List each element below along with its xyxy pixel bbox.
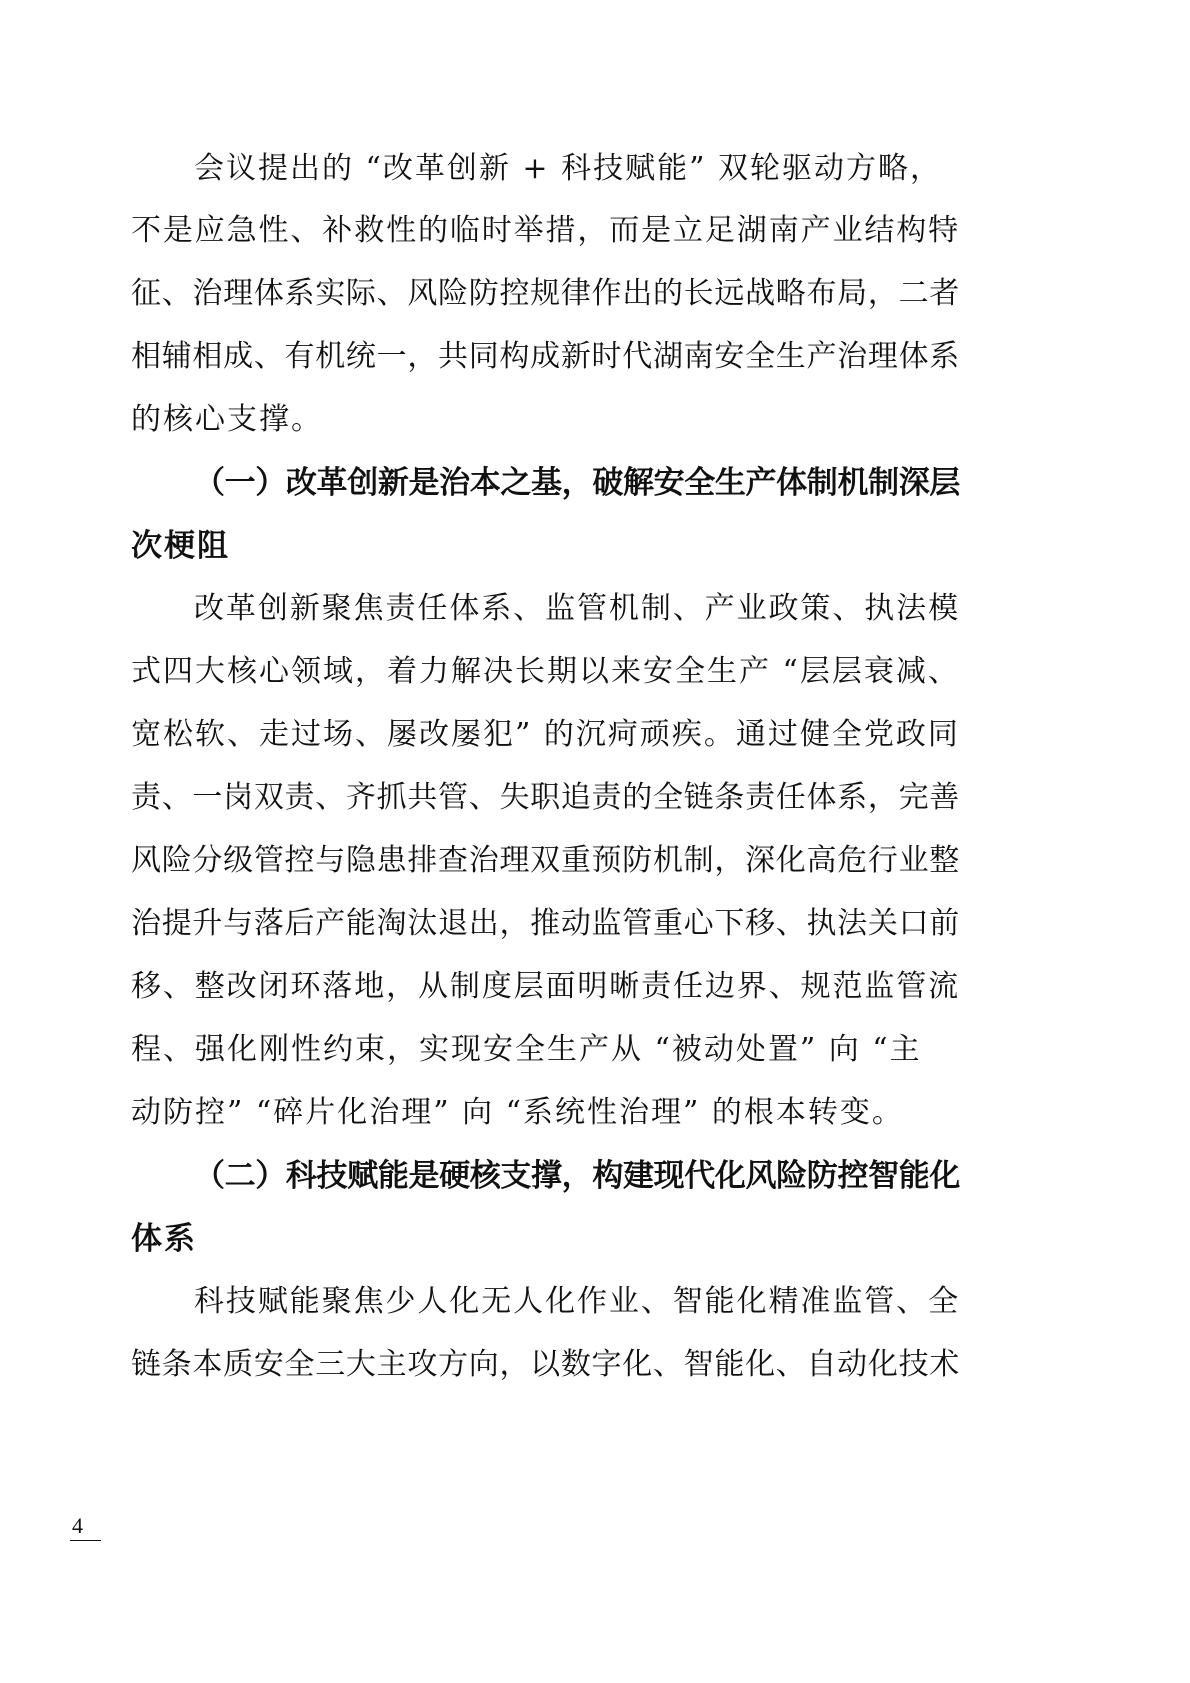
paragraph-3-line-2: 链条本质安全三大主攻方向，以数字化、智能化、自动化技术 xyxy=(131,1347,960,1382)
paragraph-3-line-1: 科技赋能聚焦少人化无人化作业、智能化精准监管、全 xyxy=(194,1284,960,1319)
paragraph-2-line-5: 风险分级管控与隐患排查治理双重预防机制，深化高危行业整 xyxy=(131,843,960,878)
section-heading-2-line-2: 体系 xyxy=(131,1221,197,1257)
paragraph-1-line-2: 不是应急性、补救性的临时举措，而是立足湖南产业结构特 xyxy=(131,213,960,248)
paragraph-1-line-5: 的核心支撑。 xyxy=(131,402,323,437)
paragraph-2-line-1: 改革创新聚焦责任体系、监管机制、产业政策、执法模 xyxy=(194,591,960,626)
section-heading-1-line-2: 次梗阻 xyxy=(131,528,230,564)
paragraph-2-line-2: 式四大核心领域，着力解决长期以来安全生产 “层层衰减、 xyxy=(131,654,960,689)
paragraph-1-line-3: 征、治理体系实际、风险防控规律作出的长远战略布局，二者 xyxy=(131,276,960,311)
paragraph-2-line-9: 动防控” “碎片化治理” 向 “系统性治理” 的根本转变。 xyxy=(131,1095,904,1130)
section-heading-1-line-1: （一）改革创新是治本之基，破解安全生产体制机制深层 xyxy=(194,465,960,501)
paragraph-2-line-3: 宽松软、走过场、屡改屡犯” 的沉疴顽疾。通过健全党政同 xyxy=(131,717,960,752)
paragraph-2-line-4: 责、一岗双责、齐抓共管、失职追责的全链条责任体系，完善 xyxy=(131,780,960,815)
paragraph-1-line-1: 会议提出的 “改革创新 + 科技赋能” 双轮驱动方略， xyxy=(194,151,942,186)
paragraph-1-line-4: 相辅相成、有机统一，共同构成新时代湖南安全生产治理体系 xyxy=(131,339,960,374)
section-heading-2-line-1: （二）科技赋能是硬核支撑，构建现代化风险防控智能化 xyxy=(194,1158,960,1194)
paragraph-2-line-8: 程、强化刚性约束，实现安全生产从 “被动处置” 向 “主 xyxy=(131,1032,922,1067)
paragraph-2-line-6: 治提升与落后产能淘汰退出，推动监管重心下移、执法关口前 xyxy=(131,906,960,941)
paragraph-2-line-7: 移、整改闭环落地，从制度层面明晰责任边界、规范监管流 xyxy=(131,969,960,1004)
page-number: 4 xyxy=(70,1513,101,1541)
